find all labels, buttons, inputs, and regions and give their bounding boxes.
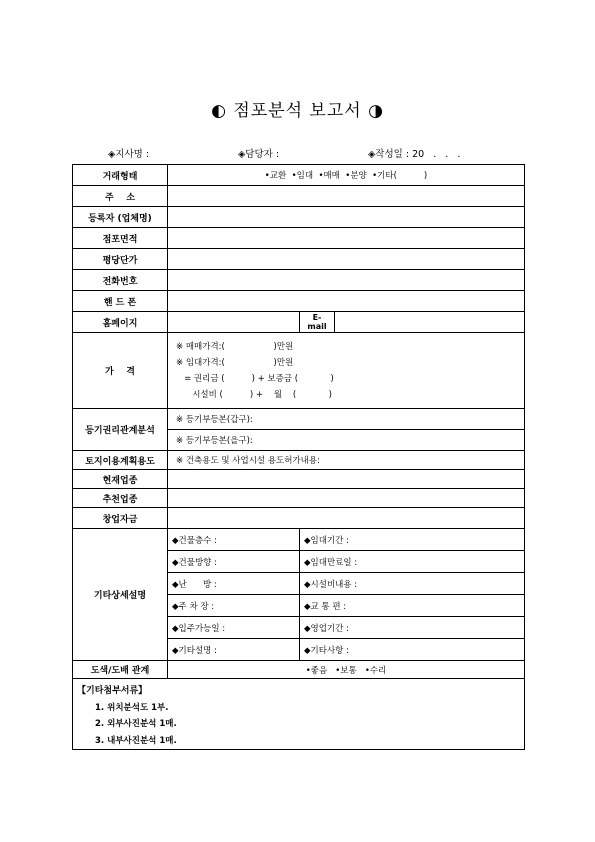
homepage-label: 홈페이지 bbox=[73, 312, 168, 333]
paint-wallpaper-label: 도색/도배 관계 bbox=[73, 661, 168, 679]
detail-move-in[interactable]: ◆입주가능일 : bbox=[168, 617, 300, 639]
land-use-field[interactable]: ※ 건축용도 및 사업시설 용도허가내용: bbox=[168, 451, 525, 470]
unit-price-field[interactable] bbox=[168, 249, 525, 270]
page-title: ◐ 점포분석 보고서 ◑ bbox=[211, 101, 384, 121]
detail-lease-period[interactable]: ◆임대기간 : bbox=[300, 529, 525, 551]
price-line-sale: ※ 매매가격:( )만원 bbox=[176, 341, 294, 352]
email-label: E-mail bbox=[300, 312, 335, 333]
price-field[interactable] bbox=[168, 333, 525, 409]
detail-business-period[interactable]: ◆영업기간 : bbox=[300, 617, 525, 639]
attachment-item-interior: 3. 내부사진분석 1매. bbox=[95, 735, 177, 746]
mobile-field[interactable] bbox=[168, 291, 525, 312]
manager-label: ◈담당자 : bbox=[238, 149, 280, 160]
price-label: 가 격 bbox=[73, 333, 168, 409]
recommended-biz-label: 추천업종 bbox=[73, 489, 168, 508]
current-biz-label: 현재업종 bbox=[73, 470, 168, 489]
date-label: ◈작성일 : 20 . . . bbox=[368, 149, 461, 160]
detail-lease-end[interactable]: ◆임대만료일 : bbox=[300, 551, 525, 573]
detail-direction[interactable]: ◆건물방향 : bbox=[168, 551, 300, 573]
area-field[interactable] bbox=[168, 228, 525, 249]
unit-price-label: 평당단가 bbox=[73, 249, 168, 270]
registry-label: 등기권리관계분석 bbox=[73, 409, 168, 451]
attachments-heading: 【기타첨부서류】 bbox=[77, 686, 148, 696]
attachments-section bbox=[73, 679, 525, 750]
price-line-facility: 시설비 ( ) + 월 ( ) bbox=[176, 389, 332, 400]
detail-transport[interactable]: ◆교 통 편 : bbox=[300, 595, 525, 617]
detail-other-notes[interactable]: ◆기타사항 : bbox=[300, 639, 525, 661]
detail-facility-cost[interactable]: ◆시설비내용 : bbox=[300, 573, 525, 595]
detail-heating[interactable]: ◆난 방 : bbox=[168, 573, 300, 595]
registry-gapgu[interactable]: ※ 등기부등본(갑구): bbox=[168, 409, 525, 430]
detail-parking[interactable]: ◆주 차 장 : bbox=[168, 595, 300, 617]
price-line-premium: = 권리금 ( ) + 보증금 ( ) bbox=[176, 373, 334, 384]
branch-label: ◈지사명 : bbox=[108, 149, 150, 160]
recommended-biz-field[interactable] bbox=[168, 489, 525, 508]
registry-eulgu[interactable]: ※ 등기부등본(을구): bbox=[168, 430, 525, 451]
detail-floors[interactable]: ◆건물층수 : bbox=[168, 529, 300, 551]
funds-field[interactable] bbox=[168, 508, 525, 529]
registrant-label: 등록자 (업체명) bbox=[73, 207, 168, 228]
deal-type-label: 거래형태 bbox=[73, 165, 168, 186]
email-field[interactable] bbox=[335, 312, 525, 333]
detail-other-description[interactable]: ◆기타설명 : bbox=[168, 639, 300, 661]
phone-field[interactable] bbox=[168, 270, 525, 291]
phone-label: 전화번호 bbox=[73, 270, 168, 291]
report-form bbox=[72, 164, 525, 750]
current-biz-field[interactable] bbox=[168, 470, 525, 489]
attachment-item-location: 1. 위치분석도 1부. bbox=[95, 702, 169, 713]
address-label: 주 소 bbox=[73, 186, 168, 207]
attachment-item-exterior: 2. 외부사진분석 1매. bbox=[95, 719, 177, 729]
mobile-label: 핸 드 폰 bbox=[73, 291, 168, 312]
address-field[interactable] bbox=[168, 186, 525, 207]
paint-wallpaper-options[interactable]: •좋음 •보통 •수리 bbox=[168, 661, 525, 679]
registrant-field[interactable] bbox=[168, 207, 525, 228]
area-label: 점포면적 bbox=[73, 228, 168, 249]
land-use-label: 토지이용계획용도 bbox=[73, 451, 168, 470]
funds-label: 창업자금 bbox=[73, 508, 168, 529]
price-line-rent: ※ 임대가격:( )만원 bbox=[176, 357, 294, 368]
details-label: 기타상세설명 bbox=[73, 529, 168, 661]
deal-type-options[interactable]: •교환 •임대 •매매 •분양 •기타( ) bbox=[168, 165, 525, 186]
homepage-field[interactable] bbox=[168, 312, 300, 333]
